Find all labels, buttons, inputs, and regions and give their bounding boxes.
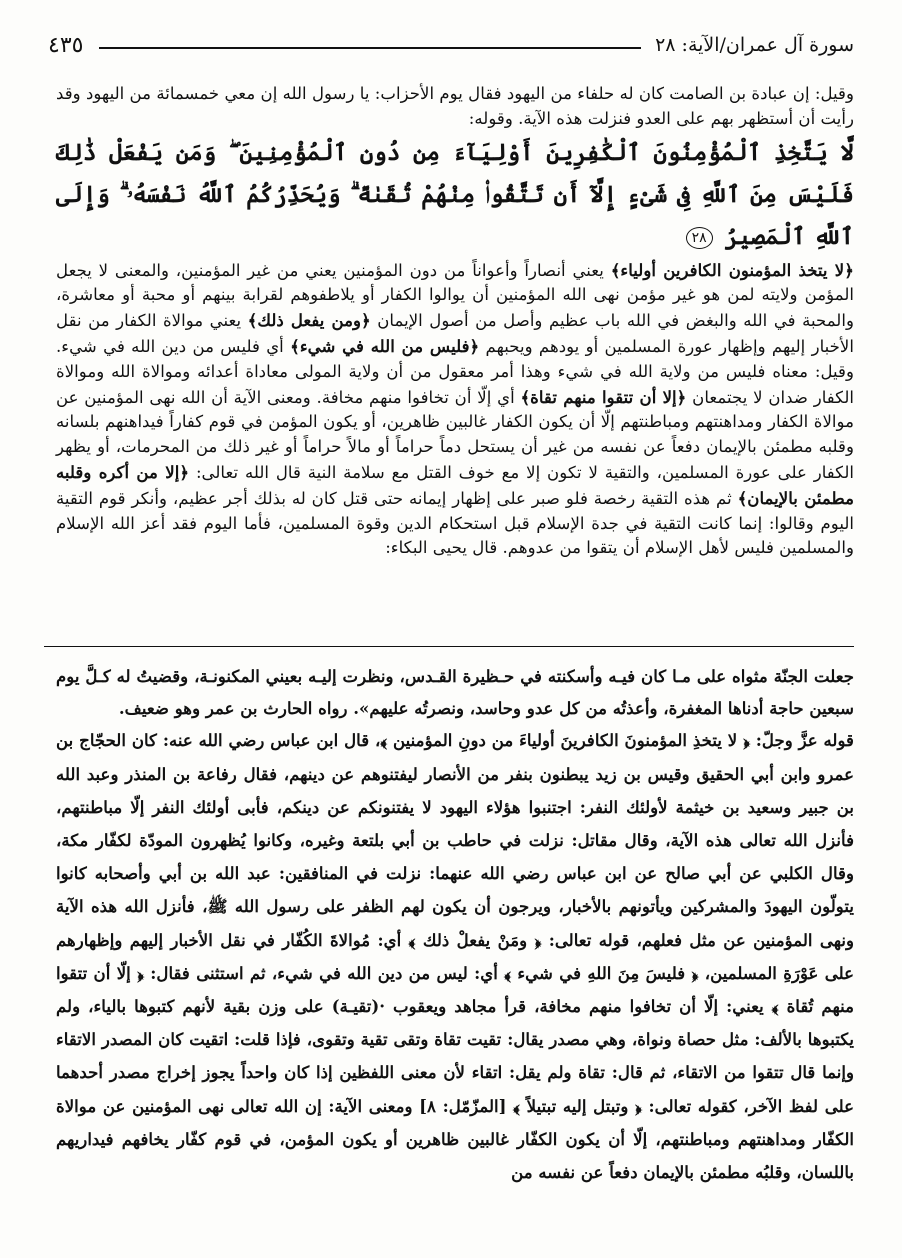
footnote-paragraph-1: جعلت الجنّة مثواه على مـا كان فيـه وأسكنته في حـظيرة القـدس، ونظرت إليـه بعيني المكنونـة، وقضيتُ له كـلَّ يوم سبعين حاجة أدناها المغفرة، وأعذتُه من كل عدو وحاسد، ونصرتُه عليهم». رواه الحارث بن عمر وهو ضعيف. [56,666,854,719]
tafsir-paragraph [56,258,854,562]
tafsir-segment-quote: ﴿لا يتخذ المؤمنون الكافرين أولياء﴾ [610,259,854,280]
footnote-segment-quote: مُوالاةَ الكُفّار في نقل الأخبار إليهم وإظهارهم على عَوْرَةِ المسلمين [56,929,854,983]
footnote-segment: يعني: إلّا أن تخافوا منهم مخافة، قرأ مجاهد ويعقوب ·(تقيـة) على وزن بقية لأنهم كتبوها بالياء، ولم يكتبوها بالألف: مثل حصاة ونواة، وهي مصدر يقال: تقيت تقاة وتقى تقية وتقوى، فإذا قلت: اتقيت كان المصدر الاتقاء وإنما قال تتقوا من الاتقاء، ثم قال: تقاة ولم يقل: اتقاء لأن معنى اللفظين إذا كان واحداً يجوز إخراج مصدر أحدهما على لفظ الآخر، كقوله تعالى: [56,996,855,1116]
header-rule [99,47,641,49]
main-text [56,82,854,561]
tafsir-segment-quote: ﴿إلا أن تتقوا منهم تقاة﴾ [520,386,687,407]
page-number: ٤٣٥ [48,32,84,58]
quran-verse [56,132,854,258]
footnote-segment: أي: ليس من دين الله في شيء، ثم استثنى فقال: [143,962,505,983]
verse-text: لَّا يَتَّخِذِ ٱلْمُؤْمِنُونَ ٱلْكَٰفِرِينَ أَوْلِيَآءَ مِن دُونِ ٱلْمُؤْمِنِينَ ۖ وَمَن يَفْعَلْ ذَٰلِكَ فَلَيْسَ مِنَ ٱللَّهِ فِى شَىْءٍ إِلَّآ أَن تَتَّقُوا۟ مِنْهُمْ تُقَىٰةً ۗ وَيُحَذِّرُكُمُ ٱللَّهُ نَفْسَهُۥ ۗ وَإِلَى ٱللَّهِ ٱلْمَصِيرُ [56,138,854,250]
footnote-segment: أي: [370,929,409,950]
tafsir-segment-quote: ﴿إلا من أكره وقلبه مطمئن بالإيمان﴾ [56,461,854,508]
page-header [48,30,854,60]
tafsir-segment: يعني أنصاراً وأعواناً من دون المؤمنين يعني من غير المؤمنين، والمعنى لا يجعل المؤمن ولايته لمن هو غير مؤمن نهى الله المؤمنين أن يوالوا الكفار أو يلاطفوهم لقرابة بينهم أو محبة أو معاشرة، والمحبة في الله والبغض في الله باب عظيم وأصل من أصول الإيمان [56,260,854,331]
footnote-segment: ، [698,962,711,983]
footnote-segment-quote: قوله عزَّ وجلّ: ﴿ لا يتخذِ المؤمنونَ الكافرينَ أولياءَ من دونِ المؤمنين ﴾ [380,730,854,751]
footnote-segment: ، قال ابن عباس رضي الله عنه: كان الحجّاج بن عمرو وابن أبي الحقيق وقيس بن زيد يبطنون بنفر من الأنصار ليفتنوهم عن دينهم، فقال رفاعة بن المنذر وعبد الله بن جبير وسعيد بن خيثمة لأولئك النفر: اجتنبوا هؤلاء اليهود لا يفتنونكم عن دينكم، فأبى أولئك النفر إلّا مباطنتهم، فأنزل الله تعالى هذه الآية، وقال مقاتل: نزلت في حاطب بن أبي بلتعة وغيره، وكانوا يُظهرون المودّة لكفّار مكة، وقال الكلبي عن أبي صالح عن ابن عباس رضي الله عنهما: نزلت في المنافقين: عبد الله بن أبي وأصحابه كانوا يتولّون اليهودَ والمشركين ويأتونهم بالأخبار، ويرجون أن يكون لهم الظفر على رسول الله ﷺ، فأنزل الله هذه الآية ونهى المؤمنين عن مثل فعلهم، قوله تعالى: [56,730,854,950]
tafsir-segment: ثم هذه التقية رخصة فلو صبر على إظهار إيمانه حتى قتل كان له بذلك أجر عظيم، وأنكر قوم التقية اليوم وقالوا: إنما كانت التقية في جدة الإسلام قبل استحكام الدين وقوة المسلمين، فأما اليوم فقد أعز الله الإسلام والمسلمين فليس لأهل الإسلام أن يتقوا من عدوهم. قال يحيى البكاء: [56,488,854,558]
footnote-section [56,660,854,1189]
intro-paragraph: وقيل: إن عبادة بن الصامت كان له حلفاء من اليهود فقال يوم الأحزاب: يا رسول الله إن معي خمسمائة من اليهود وقد رأيت أن أستظهر بهم على العدو فنزلت هذه الآية. وقوله: [56,84,854,128]
tafsir-segment: يعني موالاة الكفار من نقل الأخبار إليهم وإظهار عورة المسلمين أو يودهم ويحبهم [56,311,855,356]
footnote-segment-quote: ﴿ فليسَ مِنَ اللهِ في شيء ﴾ [504,962,699,983]
verse-number-marker: ٢٨ [686,227,713,249]
footnote-segment-quote: ﴿ وتبتل إليه تبتيلاً ﴾ [513,1095,642,1116]
surah-reference: سورة آل عمران/الآية: ٢٨ [655,34,854,56]
footnote-segment-quote: ﴿ ومَنْ يفعلْ ذلك ﴾ [408,929,542,950]
footnote-segment-quote: ﴿ إلّا أن تتقوا منهم تُقاة ﴾ [56,962,854,1017]
tafsir-segment-quote: ﴿فليس من الله في شيء﴾ [290,335,480,356]
tafsir-segment: أي إلّا أن تخافوا منهم مخافة. ومعنى الآية أن الله نهى المؤمنين عن موالاة الكفار ومداهنتهم ومباطنتهم إلّا أن يكون الكفار غالبين ظاهرين، أو يكون المؤمن في قوم كفاراً فيداهنهم بلسانه وقلبه مطمئن بالإيمان دفعاً عن نفسه من غير أن يستحل دماً حراماً أو مالاً حراماً أو غير ذلك من المحرمات، أو يظهر الكفار على عورة المسلمين، والتقية لا تكون إلا مع خوف القتل مع سلامة النية قال الله تعالى: [56,387,855,482]
footnote-paragraph-2 [56,724,854,1189]
tafsir-segment-quote: ﴿ومن يفعل ذلك﴾ [247,310,371,331]
footnote-divider [44,646,854,647]
footnote-segment: [المزّمّل: ٨] ومعنى الآية: إن الله تعالى نهى المؤمنين عن موالاة الكفّار ومداهنتهم ومباطنتهم، إلّا أن يكون الكفّار غالبين ظاهرين أو يكون المؤمن، في قوم كفّار يخافهم فيداريهم باللسان، وقلبُه مطمئن بالإيمان دفعاً عن نفسه من [56,1095,854,1183]
tafsir-segment: أي فليس من دين الله في شيء. وقيل: معناه فليس من ولاية الله في شيء وهذا أمر معقول من أن ولاية المولى معاداة أعدائه وموالاة الله وموالاة الكفار ضدان لا يجتمعان [56,336,854,407]
